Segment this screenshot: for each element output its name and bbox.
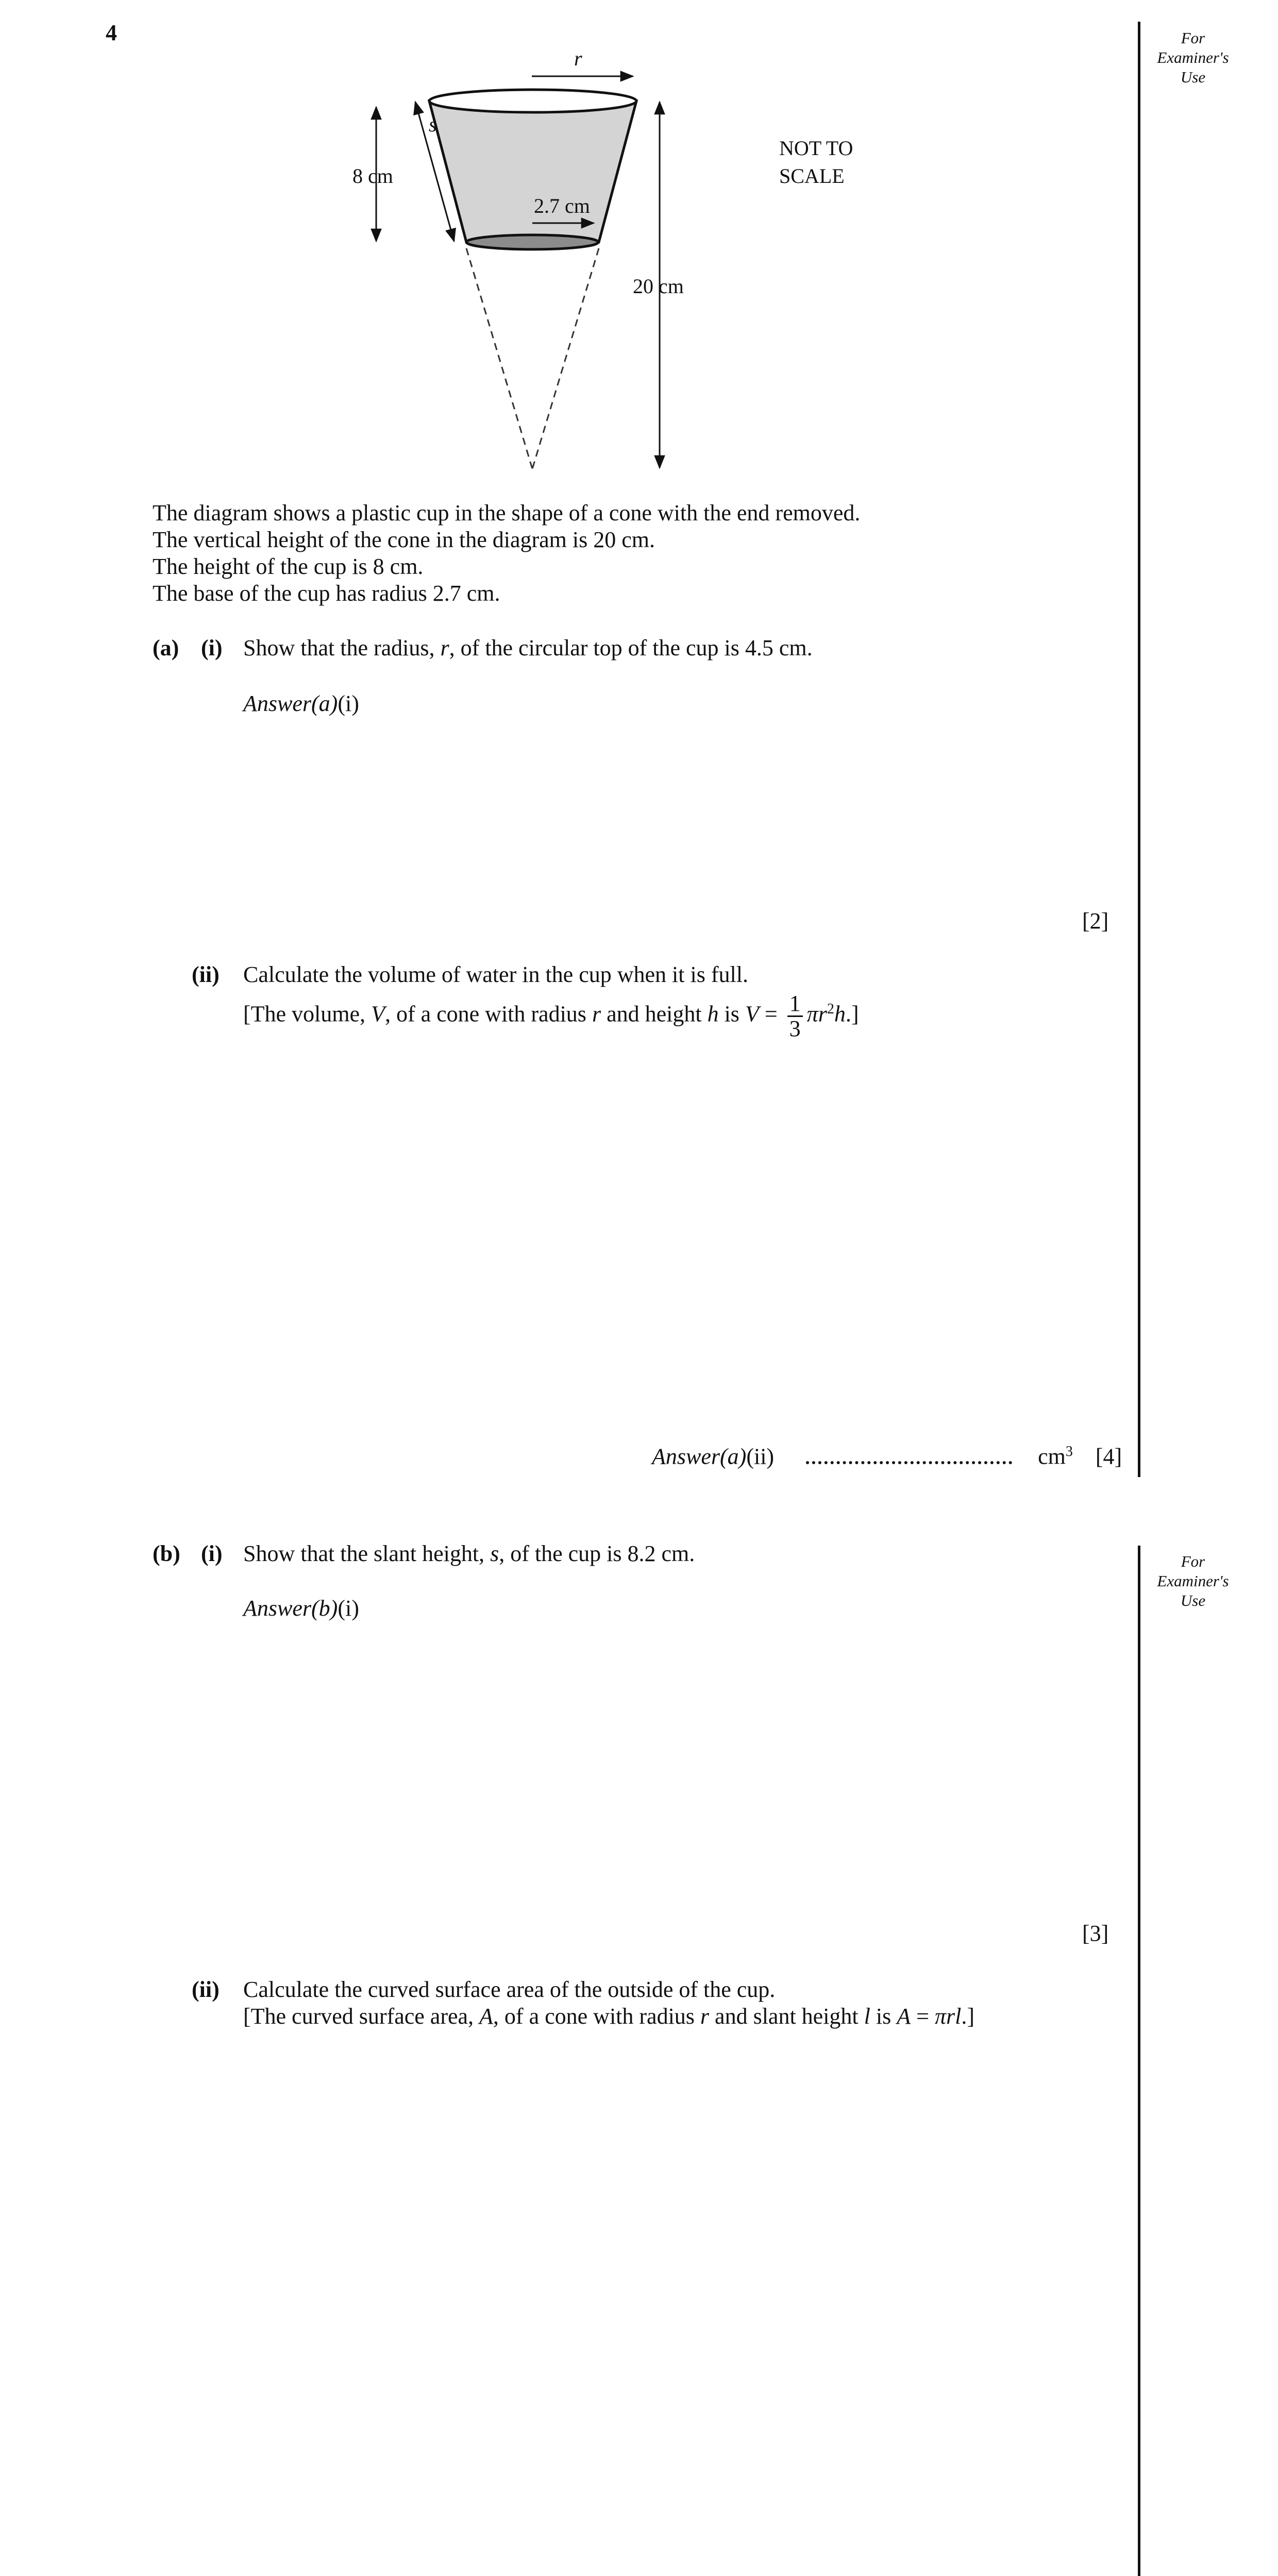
fraction-one-third: [787, 992, 803, 1041]
question-text: , of the cup is 8.2 cm.: [499, 1541, 695, 1566]
variable-r: r: [700, 2004, 710, 2029]
label-s: s: [429, 113, 437, 136]
label-20cm: 20 cm: [633, 275, 684, 298]
examiner-label-line: Use: [1180, 1591, 1206, 1609]
fraction-numerator: 1: [787, 992, 803, 1017]
variable-s: s: [490, 1541, 499, 1566]
pi-r: πr: [806, 1001, 827, 1027]
answer-label-italic: Answer(a): [243, 691, 338, 716]
variable-h: h: [707, 1001, 719, 1027]
variable-r: r: [592, 1001, 601, 1027]
part-b-i-question: [243, 1540, 695, 1567]
examiner-label-line: Use: [1180, 68, 1206, 86]
variable-A: A: [479, 2004, 493, 2029]
unit-superscript: 3: [1065, 1444, 1073, 1460]
cup-top-ellipse: [429, 90, 636, 112]
marks-b-i: [3]: [1082, 1921, 1109, 1946]
part-a-ii-formula: [243, 992, 859, 1041]
examiner-label-line: For: [1181, 29, 1205, 47]
answer-label-roman: (ii): [746, 1444, 775, 1469]
part-b-i-label: (i): [201, 1541, 223, 1566]
answer-a-ii-field[interactable]: [806, 1446, 1012, 1464]
marks-a-ii: [4]: [1095, 1444, 1122, 1469]
answer-label-roman: (i): [338, 691, 359, 716]
not-to-scale-line2: SCALE: [779, 164, 845, 188]
formula-text: is: [718, 1001, 745, 1027]
cone-dashed-right: [532, 248, 599, 469]
formula-text: and height: [601, 1001, 708, 1027]
part-a-i-label: (i): [201, 635, 223, 660]
variable-A: A: [897, 2004, 911, 2029]
fraction-denominator: 3: [789, 1016, 801, 1041]
variable-h: h: [834, 1001, 846, 1027]
marks-a-i: [2]: [1082, 908, 1109, 934]
label-2-7cm: 2.7 cm: [534, 194, 590, 217]
part-b-ii-formula: [243, 2003, 974, 2030]
part-a-label: (a): [153, 635, 179, 660]
examiner-label-line: For: [1181, 1552, 1205, 1570]
answer-b-i-label: [243, 1595, 359, 1622]
intro-line: The vertical height of the cone in the diagram is 20 cm.: [153, 527, 655, 552]
unit-cm: cm: [1038, 1444, 1066, 1469]
pi-r-l: πrl: [934, 2004, 962, 2029]
part-a-ii-label: (ii): [192, 962, 220, 987]
answer-label-roman: (i): [338, 1596, 359, 1621]
question-text: , of the circular top of the cup is 4.5 cm.: [449, 635, 813, 660]
part-a-i-question: [243, 635, 813, 662]
equals-sign: =: [911, 2004, 935, 2029]
formula-text: and slant height: [709, 2004, 864, 2029]
part-b-ii-label: (ii): [192, 1977, 220, 2002]
intro-line: The height of the cup is 8 cm.: [153, 554, 424, 579]
cup-body: [429, 101, 636, 242]
superscript: 2: [827, 1001, 834, 1017]
cone-cup-diagram: [0, 0, 1278, 515]
variable-l: l: [864, 2004, 870, 2029]
variable-V: V: [371, 1001, 385, 1027]
question-text: Show that the radius,: [243, 635, 441, 660]
formula-text: , of a cone with radius: [493, 2004, 700, 2029]
formula-text: [The volume,: [243, 1001, 372, 1027]
examiner-margin-line: [1138, 1546, 1140, 2576]
formula-text: .]: [845, 1001, 859, 1027]
part-b-ii-question: Calculate the curved surface area of the outside of the cup.: [243, 1977, 776, 2002]
question-text: Show that the slant height,: [243, 1541, 491, 1566]
cup-base-ellipse: [466, 235, 598, 249]
formula-text: [The curved surface area,: [243, 2004, 480, 2029]
answer-a-i-label: [243, 690, 359, 717]
examiner-label-line: Examiner's: [1157, 1572, 1229, 1590]
intro-line: The diagram shows a plastic cup in the shape of a cone with the end removed.: [153, 500, 861, 526]
examiner-use-label: [1141, 1552, 1245, 1611]
intro-line: The base of the cup has radius 2.7 cm.: [153, 581, 500, 606]
variable-r: r: [440, 635, 449, 660]
label-r: r: [574, 47, 582, 70]
answer-a-ii-line: [652, 1438, 1122, 1470]
answer-label-italic: Answer(a): [652, 1444, 747, 1469]
examiner-label-line: Examiner's: [1157, 48, 1229, 66]
formula-text: is: [870, 2004, 897, 2029]
answer-label-italic: Answer(b): [243, 1596, 338, 1621]
equals-sign: =: [759, 1001, 783, 1027]
part-b-label: (b): [153, 1541, 180, 1566]
label-8cm: 8 cm: [352, 164, 393, 188]
intro-text: [153, 500, 860, 607]
question-number: 4: [106, 20, 117, 45]
formula-text: .]: [961, 2004, 975, 2029]
formula-text: , of a cone with radius: [384, 1001, 592, 1027]
part-a-ii-question: Calculate the volume of water in the cup when it is full.: [243, 962, 748, 987]
cone-dashed-left: [466, 248, 532, 469]
variable-V: V: [745, 1001, 759, 1027]
not-to-scale-line1: NOT TO: [779, 137, 853, 160]
